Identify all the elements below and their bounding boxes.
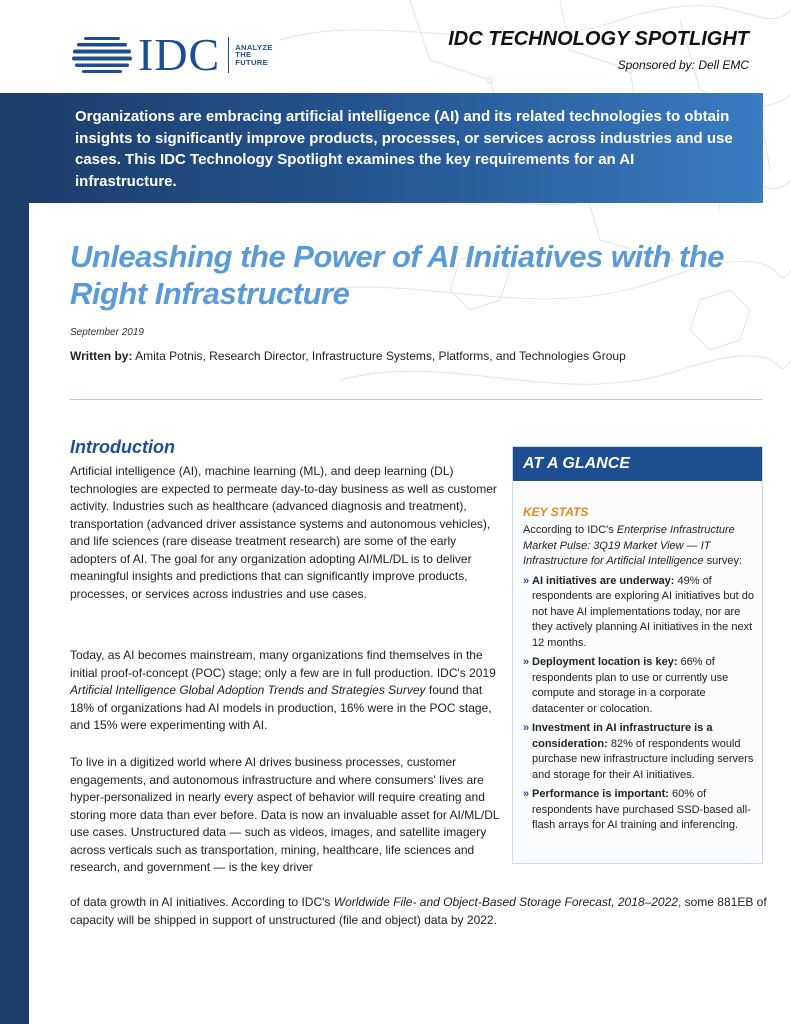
author-line bbox=[70, 349, 626, 363]
stat-item: » Deployment location is key: 66% of respondents plan to use or currently use compute and storage in a corporate datacenter or colocation. bbox=[523, 656, 729, 715]
stat-item: » Investment in AI infrastructure is a consideration: 82% of respondents would purchase new infrastructure including servers and storage for their AI initiatives. bbox=[523, 722, 754, 781]
report-title: Artificial Intelligence Global Adoption Trends and Strategies Survey bbox=[70, 683, 426, 697]
left-accent-bar bbox=[0, 93, 29, 1024]
sponsor-line: Sponsored by: Dell EMC bbox=[617, 58, 749, 72]
globe-icon bbox=[72, 35, 132, 75]
report-title: Worldwide File- and Object-Based Storage Forecast, 2018–2022 bbox=[333, 895, 678, 909]
chevron-right-icon: » bbox=[523, 722, 530, 734]
summary-text: Organizations are embracing artificial intelligence (AI) and its related technologies to obtain insights to significantly improve products, processes, or services across industries and use cases. This IDC Technology Spotlight examines the key requirements for an AI infrastructure. bbox=[75, 108, 733, 190]
survey-title: Enterprise Infrastructure Market Pulse: 3Q19 Market View — IT Infrastructure for Artificial Intelligence bbox=[523, 524, 735, 567]
paragraph: Artificial intelligence (AI), machine learning (ML), and deep learning (DL) technologies are expected to permeate day-to-day business as well as customer activity. Industries such as healthcare (advanced diagnosis and treatment), transportation (advanced driver assistance systems and autonomous vehicles), and life sciences (rare disease treatment research) are some of the early adopters of AI. The goal for any organization adopting AI/ML/DL is to deliver meaningful insights and predictions that can significantly improve products, processes, or services across industries and use cases. bbox=[70, 464, 497, 601]
sidebar-heading: AT A GLANCE bbox=[513, 447, 762, 481]
section-divider bbox=[70, 399, 762, 400]
sidebar-intro: According to IDC's Enterprise Infrastructure Market Pulse: 3Q19 Market View — IT Infrastructure for Artificial Intelligence survey: bbox=[523, 524, 743, 567]
chevron-right-icon: » bbox=[523, 788, 530, 800]
logo-divider bbox=[228, 37, 229, 73]
author-name: Amita Potnis, Research Director, Infrastructure Systems, Platforms, and Technologies Group bbox=[135, 349, 626, 363]
logo-tagline: ANALYZE THE FUTURE bbox=[235, 42, 273, 67]
paragraph: Today, as AI becomes mainstream, many organizations find themselves in the initial proof-of-concept (POC) stage; only a few are in full production. IDC's 2019 Artificial Intelligence Global Adoption Trends and Strategies Survey found that 18% of organizations had AI models in production, 16% were in the POC stage, and 15% were experimenting with AI. bbox=[70, 648, 496, 732]
stat-item: » AI initiatives are underway: 49% of respondents are exploring AI initiatives but do not have AI implementations today, nor are they actively planning AI initiatives in the next 12 months. bbox=[523, 574, 754, 649]
document-type-title: IDC TECHNOLOGY SPOTLIGHT bbox=[448, 28, 749, 50]
stat-item: » Performance is important: 60% of respondents have purchased SSD-based all-flash arrays for AI training and inferencing. bbox=[523, 788, 751, 831]
logo-wordmark: IDC bbox=[138, 29, 221, 80]
chevron-right-icon: » bbox=[523, 656, 530, 668]
paragraph: To live in a digitized world where AI drives business processes, customer engagements, and autonomous infrastructure and where consumers' lives are hyper-personalized in nearly every aspect of behavior will require creating and storing more data than ever before. Data is now an invaluable asset for AI/ML/DL use cases. Unstructured data — such as videos, images, and satellite imagery across verticals such as transportation, mining, healthcare, life sciences and research, and government — is the key driver bbox=[70, 755, 500, 874]
paragraph-continued: of data growth in AI initiatives. According to IDC's Worldwide File- and Object-Based Storage Forecast, 2018–2022, some 881EB of capacity will be shipped in support of unstructured (file and object) data by 2022. bbox=[70, 895, 767, 927]
author-label: Written by: bbox=[70, 349, 133, 363]
key-stats-label: KEY STATS bbox=[523, 505, 589, 519]
section-heading-introduction: Introduction bbox=[70, 437, 175, 457]
publication-date: September 2019 bbox=[70, 327, 144, 338]
idc-logo bbox=[72, 29, 273, 80]
at-a-glance-sidebar bbox=[512, 446, 763, 864]
chevron-right-icon: » bbox=[523, 574, 530, 587]
article-headline: Unleashing the Power of AI Initiatives with the Right Infrastructure bbox=[70, 239, 724, 311]
summary-banner bbox=[29, 93, 763, 203]
